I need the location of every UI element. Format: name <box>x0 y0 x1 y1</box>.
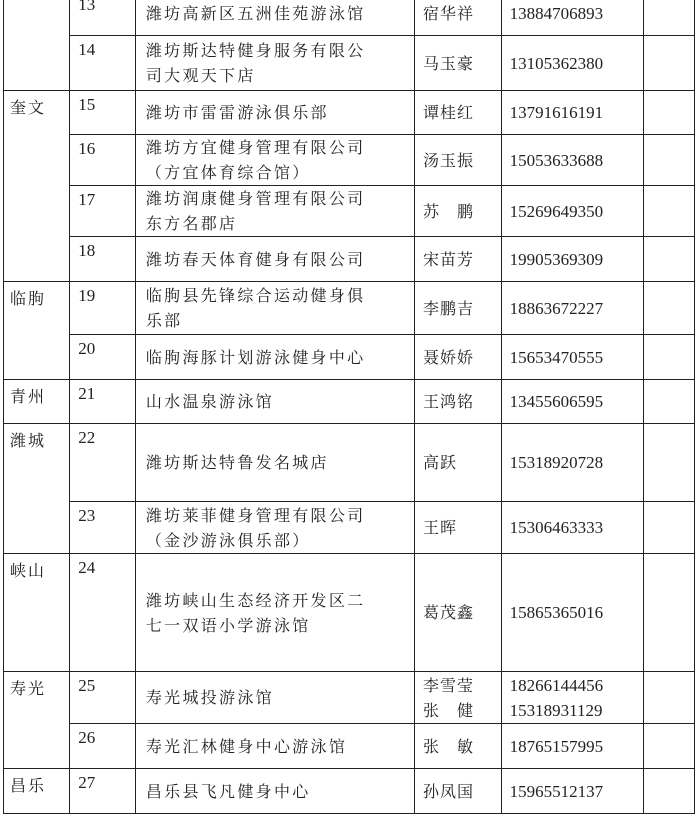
cell-text-line: 马玉豪 <box>422 53 474 73</box>
venue-name-cell <box>135 282 414 335</box>
cell-text-line: 15965512137 <box>509 781 604 801</box>
cell-text-line: 苏 鹏 <box>422 201 474 221</box>
remarks-cell <box>644 91 695 135</box>
cell-text-line: 潍坊莱菲健身管理有限公司 <box>145 505 366 525</box>
phone-cell <box>501 672 643 724</box>
table-row <box>4 769 695 814</box>
number-cell: 21 <box>70 380 136 424</box>
number-cell: 27 <box>70 769 136 814</box>
phone-cell <box>501 282 643 335</box>
contact-person-cell <box>414 502 501 554</box>
contact-person-cell <box>414 282 501 335</box>
table-row <box>4 0 695 36</box>
cell-text-line: 张 敏 <box>422 736 474 756</box>
district-cell: 昌乐 <box>4 769 70 814</box>
contact-person-cell <box>414 335 501 380</box>
contact-person-cell <box>414 36 501 91</box>
remarks-cell <box>644 380 695 424</box>
contact-person-cell <box>414 135 501 186</box>
remarks-cell <box>644 237 695 282</box>
venue-table <box>3 0 695 814</box>
contact-person-cell <box>414 769 501 814</box>
number-cell: 16 <box>70 135 136 186</box>
cell-text-line: 高跃 <box>422 453 457 472</box>
cell-text-line: 潍坊春天体育健身有限公司 <box>145 249 366 269</box>
district-cell: 临朐 <box>4 282 70 380</box>
cell-text-line: 13884706893 <box>509 3 604 23</box>
cell-text-line: 18266144456 <box>509 675 604 695</box>
cell-text-line: 潍坊方宜健身管理有限公司 <box>145 138 366 157</box>
cell-text-line: 潍坊峡山生态经济开发区二 <box>145 590 366 610</box>
district-cell <box>4 0 70 91</box>
number-cell: 25 <box>70 672 136 724</box>
table-row <box>4 380 695 424</box>
number-cell: 15 <box>70 91 136 135</box>
cell-text-line: 聂娇娇 <box>422 347 474 367</box>
venue-name-cell <box>135 135 414 186</box>
cell-text-line: 潍坊润康健身管理有限公司 <box>145 189 366 208</box>
cell-text-line: 13791616191 <box>509 103 604 122</box>
district-cell: 青州 <box>4 380 70 424</box>
venue-name-cell <box>135 36 414 91</box>
district-cell: 奎文 <box>4 91 70 282</box>
cell-text-line: 15653470555 <box>509 347 604 367</box>
number-cell: 20 <box>70 335 136 380</box>
cell-text-line: 潍坊斯达特鲁发名城店 <box>145 453 329 472</box>
cell-text-line: 潍坊市雷雷游泳俱乐部 <box>145 103 329 122</box>
venue-name-cell <box>135 186 414 237</box>
cell-text-line: 18863672227 <box>509 298 604 318</box>
cell-text-line: 潍坊斯达特健身服务有限公 <box>145 41 366 60</box>
cell-text-line: 李鹏吉 <box>422 298 474 318</box>
cell-text-line: 李雪莹 <box>422 675 474 695</box>
remarks-cell <box>644 502 695 554</box>
district-cell: 潍城 <box>4 424 70 554</box>
contact-person-cell <box>414 424 501 502</box>
contact-person-cell <box>414 724 501 769</box>
phone-cell <box>501 36 643 91</box>
number-cell: 13 <box>70 0 136 36</box>
cell-text-line: 潍坊高新区五洲佳苑游泳馆 <box>145 3 366 23</box>
table-row <box>4 554 695 672</box>
remarks-cell <box>644 672 695 724</box>
venue-name-cell <box>135 724 414 769</box>
contact-person-cell <box>414 672 501 724</box>
remarks-cell <box>644 724 695 769</box>
cell-text-line: 13455606595 <box>509 392 604 411</box>
table-row <box>4 135 695 186</box>
venue-name-cell <box>135 424 414 502</box>
cell-text-line: 乐部 <box>145 311 183 330</box>
number-cell: 17 <box>70 186 136 237</box>
table-row <box>4 424 695 502</box>
phone-cell <box>501 135 643 186</box>
contact-person-cell <box>414 186 501 237</box>
phone-cell <box>501 502 643 554</box>
table-row <box>4 282 695 335</box>
cell-text-line: （金沙游泳俱乐部） <box>145 530 311 550</box>
number-cell: 22 <box>70 424 136 502</box>
remarks-cell <box>644 335 695 380</box>
contact-person-cell <box>414 91 501 135</box>
cell-text-line: 15053633688 <box>509 150 604 170</box>
district-cell: 峡山 <box>4 554 70 672</box>
cell-text-line: 寿光城投游泳馆 <box>145 688 274 707</box>
venue-name-cell <box>135 0 414 36</box>
phone-cell <box>501 769 643 814</box>
remarks-cell <box>644 135 695 186</box>
contact-person-cell <box>414 237 501 282</box>
venue-table-body <box>4 0 695 814</box>
cell-text-line: 临朐海豚计划游泳健身中心 <box>145 347 366 367</box>
number-cell: 23 <box>70 502 136 554</box>
table-row <box>4 672 695 724</box>
venue-name-cell <box>135 335 414 380</box>
table-row <box>4 502 695 554</box>
cell-text-line: 15865365016 <box>509 603 604 622</box>
contact-person-cell <box>414 0 501 36</box>
table-row <box>4 237 695 282</box>
cell-text-line: 15318920728 <box>509 453 604 472</box>
venue-name-cell <box>135 769 414 814</box>
venue-name-cell <box>135 91 414 135</box>
venue-name-cell <box>135 502 414 554</box>
table-row <box>4 724 695 769</box>
venue-name-cell <box>135 237 414 282</box>
cell-text-line: 15306463333 <box>509 518 604 537</box>
phone-cell <box>501 424 643 502</box>
cell-text-line: 15318931129 <box>509 700 603 720</box>
remarks-cell <box>644 769 695 814</box>
remarks-cell <box>644 554 695 672</box>
cell-text-line: 张 健 <box>422 700 474 720</box>
venue-name-cell <box>135 554 414 672</box>
cell-text-line: 孙凤国 <box>422 781 474 801</box>
remarks-cell <box>644 186 695 237</box>
district-cell: 寿光 <box>4 672 70 769</box>
remarks-cell <box>644 282 695 335</box>
phone-cell <box>501 380 643 424</box>
cell-text-line: 山水温泉游泳馆 <box>145 392 274 411</box>
cell-text-line: 东方名郡店 <box>145 214 238 233</box>
cell-text-line: 谭桂红 <box>422 103 474 122</box>
cell-text-line: 18765157995 <box>509 736 604 756</box>
cell-text-line: 临朐县先锋综合运动健身俱 <box>145 286 366 305</box>
cell-text-line: 15269649350 <box>509 201 604 221</box>
cell-text-line: 司大观天下店 <box>145 66 256 85</box>
phone-cell <box>501 186 643 237</box>
number-cell: 19 <box>70 282 136 335</box>
table-row <box>4 186 695 237</box>
number-cell: 24 <box>70 554 136 672</box>
remarks-cell <box>644 424 695 502</box>
cell-text-line: 昌乐县飞凡健身中心 <box>145 781 311 801</box>
table-row <box>4 36 695 91</box>
contact-person-cell <box>414 554 501 672</box>
cell-text-line: 13105362380 <box>509 53 604 73</box>
remarks-cell <box>644 36 695 91</box>
venue-name-cell <box>135 380 414 424</box>
number-cell: 14 <box>70 36 136 91</box>
cell-text-line: （方宜体育综合馆） <box>145 163 311 182</box>
phone-cell <box>501 237 643 282</box>
venue-name-cell <box>135 672 414 724</box>
cell-text-line: 王鸿铭 <box>422 392 474 411</box>
phone-cell <box>501 724 643 769</box>
cell-text-line: 七一双语小学游泳馆 <box>145 615 311 635</box>
cell-text-line: 宋苗芳 <box>422 249 474 269</box>
phone-cell <box>501 335 643 380</box>
cell-text-line: 宿华祥 <box>422 3 474 23</box>
contact-person-cell <box>414 380 501 424</box>
cell-text-line: 葛茂鑫 <box>422 603 474 622</box>
table-row <box>4 91 695 135</box>
remarks-cell <box>644 0 695 36</box>
cell-text-line: 汤玉振 <box>422 150 474 170</box>
phone-cell <box>501 91 643 135</box>
cell-text-line: 寿光汇林健身中心游泳馆 <box>145 736 348 756</box>
number-cell: 26 <box>70 724 136 769</box>
number-cell: 18 <box>70 237 136 282</box>
cell-text-line: 19905369309 <box>509 249 604 269</box>
phone-cell <box>501 0 643 36</box>
table-row <box>4 335 695 380</box>
phone-cell <box>501 554 643 672</box>
cell-text-line: 王晖 <box>422 518 457 537</box>
